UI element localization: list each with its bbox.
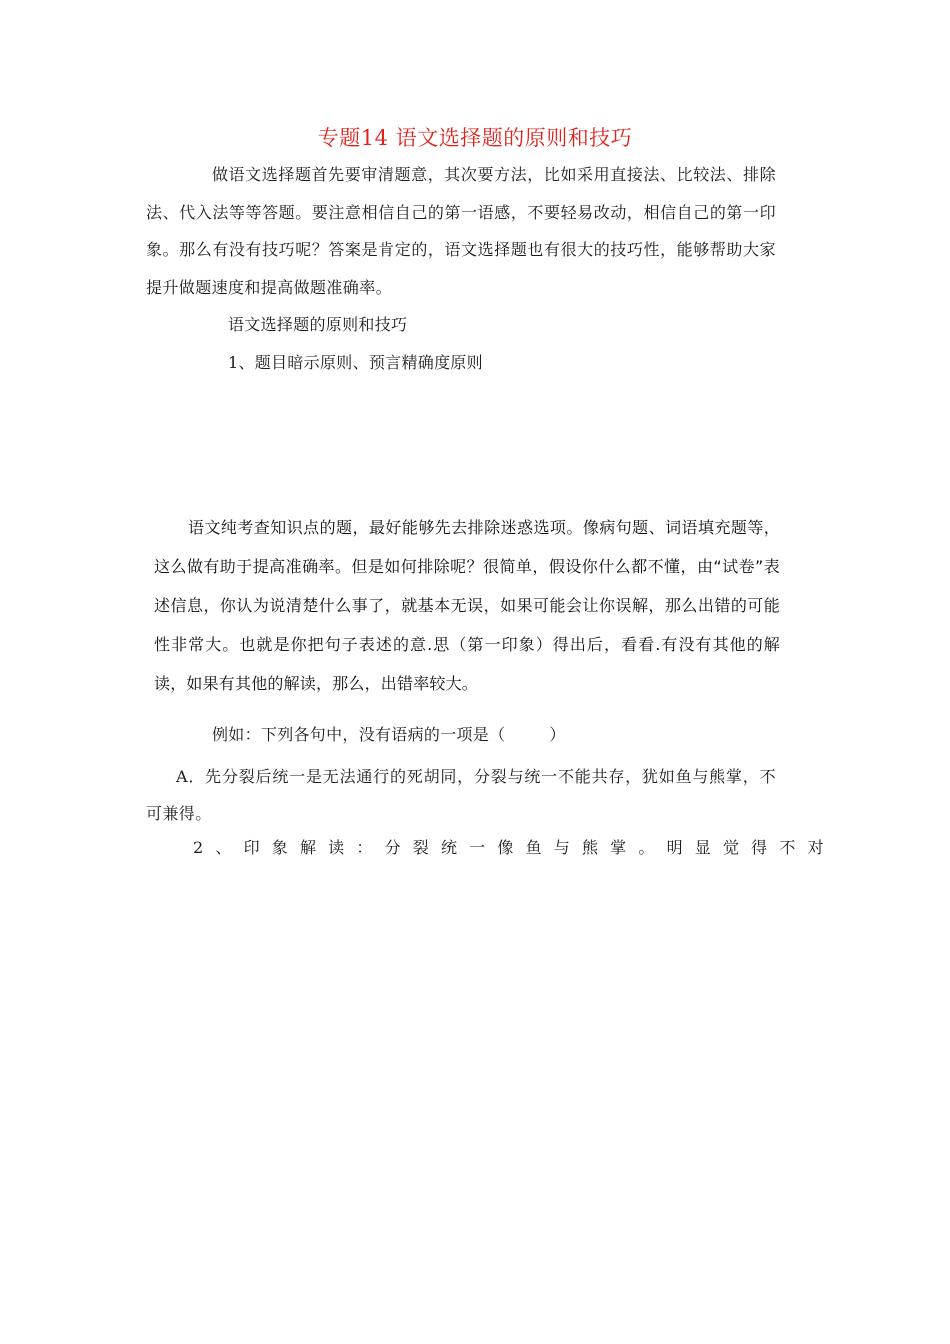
example-prompt: 例如：下列各句中，没有语病的一项是（ [212, 725, 506, 744]
explanation-paragraph: 语文纯考查知识点的题，最好能够先去排除迷惑选项。像病句题、词语填充题等，这么做有助于提高准确率。但是如何排除呢？很简单，假设你什么都不懂，由“试卷”表述信息，你认为说清楚什么事了，就基本无误，如果可能会让你误解，那么出错的可能性非常大。也就是你把句子表述的意.思（第一印象）得出后，看看.有没有其他的解读，如果有其他的解读，那么，出错率较大。 [154, 518, 780, 693]
section-heading: 语文选择题的原则和技巧 [228, 315, 408, 334]
intro-paragraph: 做语文选择题首先要审清题意，其次要方法，比如采用直接法、比较法、排除法、代入法等等答题。要注意相信自己的第一语感，不要轻易改动，相信自己的第一印象。那么有没有技巧呢？答案是肯定的，语文选择题也有很大的技巧性，能够帮助大家提升做题速度和提高做题准确率。 [146, 165, 776, 297]
option-a: A．先分裂后统一是无法通行的死胡同，分裂与统一不能共存，犹如鱼与熊掌，不可兼得。 [146, 767, 776, 823]
impression-line: 2、印象解读：分裂统一像鱼与熊掌。明显觉得不对 [193, 838, 836, 857]
document-title: 专题14 语文选择题的原则和技巧 [317, 126, 633, 150]
example-question [212, 722, 566, 745]
example-close-paren: ） [549, 725, 566, 744]
principle-heading: 1、题目暗示原则、预言精确度原则 [228, 353, 483, 372]
